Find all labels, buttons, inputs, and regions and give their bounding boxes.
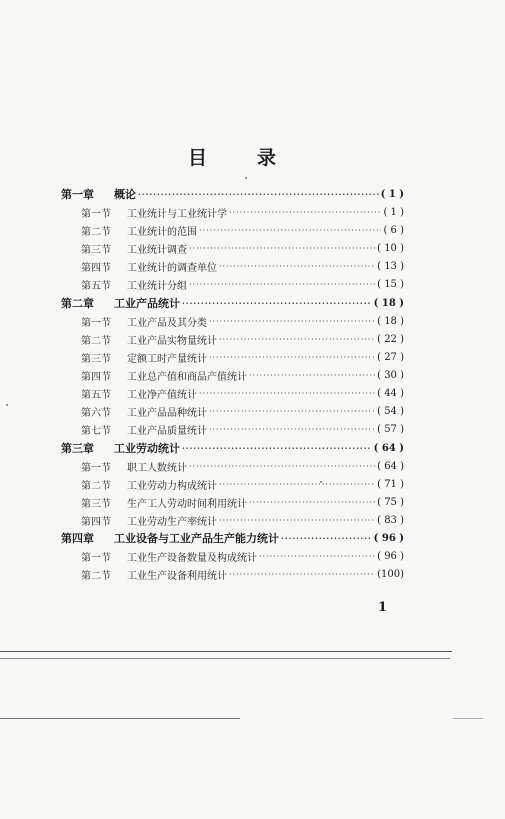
toc-entry-number: 第三节 — [81, 244, 111, 256]
toc-entry-number: 第四节 — [81, 516, 111, 528]
dot-leader — [229, 570, 375, 579]
speck-mark — [320, 481, 322, 483]
dot-leader — [249, 371, 375, 380]
toc-page-reference: ( 57 ) — [377, 423, 404, 435]
toc-entry-number: 第一节 — [81, 552, 111, 564]
toc-entry-number: 第四节 — [81, 262, 111, 274]
toc-page-reference: ( 83 ) — [377, 514, 404, 526]
toc-entry-number: 第二章 — [61, 297, 94, 310]
dot-leader — [138, 189, 379, 199]
toc-page-reference: ( 96 ) — [373, 532, 404, 544]
dot-leader — [209, 407, 375, 416]
dot-leader — [219, 480, 375, 489]
toc-section-row — [81, 366, 404, 384]
toc-entry-title: 工业统计分组 — [127, 280, 187, 292]
bottom-rule-lower — [0, 718, 240, 719]
toc-entry-title: 工业产品及其分类 — [127, 317, 207, 329]
toc-page-reference: ( 13 ) — [377, 260, 404, 272]
title-char-1: 目 — [188, 147, 208, 169]
dot-leader — [281, 533, 372, 543]
toc-section-row — [81, 330, 404, 348]
toc-page-reference: (100) — [377, 568, 404, 580]
toc-entry-number: 第七节 — [81, 425, 111, 437]
toc-section-row — [81, 547, 404, 565]
dot-leader — [199, 226, 381, 235]
toc-entry-title: 工业净产值统计 — [127, 389, 197, 401]
toc-page-reference: ( 30 ) — [377, 369, 404, 381]
bottom-rule-fragment — [453, 718, 483, 719]
toc-entry-number: 第一节 — [81, 317, 111, 329]
toc-entry-number: 第五节 — [81, 389, 111, 401]
toc-entry-number: 第三节 — [81, 353, 111, 365]
toc-page-reference: ( 96 ) — [377, 550, 404, 562]
toc-entry-title: 工业产品质量统计 — [127, 425, 207, 437]
toc-page-reference: ( 10 ) — [377, 242, 404, 254]
dot-leader — [209, 317, 375, 326]
toc-entry-title: 工业产品统计 — [114, 297, 180, 310]
bottom-rule-upper — [0, 651, 452, 652]
toc-section-row — [81, 493, 404, 511]
toc-page-reference: ( 15 ) — [377, 278, 404, 290]
toc-page-reference: ( 18 ) — [377, 315, 404, 327]
toc-entry-title: 工业劳动统计 — [114, 442, 180, 455]
toc-entry-title: 定额工时产量统计 — [127, 353, 207, 365]
toc-entry-number: 第四节 — [81, 371, 111, 383]
toc-section-row — [81, 312, 404, 330]
toc-section-row — [81, 348, 404, 366]
toc-section-row — [81, 257, 404, 275]
toc-section-row — [81, 275, 404, 293]
toc-page-reference: ( 71 ) — [377, 478, 404, 490]
dot-leader — [209, 425, 375, 434]
toc-chapter-row — [61, 185, 404, 203]
toc-page-reference: ( 64 ) — [373, 442, 404, 454]
toc-section-row — [81, 565, 404, 583]
toc-section-row — [81, 384, 404, 402]
toc-entry-number: 第二节 — [81, 335, 111, 347]
toc-entry-number: 第二节 — [81, 570, 111, 582]
toc-entry-number: 第三章 — [61, 442, 94, 455]
toc-entry-number: 第二节 — [81, 226, 111, 238]
toc-chapter-row — [61, 294, 404, 312]
toc-section-row — [81, 457, 404, 475]
toc-section-row — [81, 239, 404, 257]
dot-leader — [182, 298, 372, 308]
dot-leader — [189, 462, 375, 471]
toc-entry-title: 工业生产设备利用统计 — [127, 570, 227, 582]
toc-entry-title: 工业统计的调查单位 — [127, 262, 217, 274]
toc-entry-number: 第二节 — [81, 480, 111, 492]
toc-page-reference: ( 64 ) — [377, 460, 404, 472]
dot-leader — [189, 244, 375, 253]
toc-page-reference: ( 1 ) — [380, 188, 404, 200]
toc-entry-title: 工业生产设备数量及构成统计 — [127, 552, 257, 564]
toc-entry-number: 第六节 — [81, 407, 111, 419]
toc-entry-title: 工业劳动生产率统计 — [127, 516, 217, 528]
dot-leader — [189, 280, 375, 289]
dot-leader — [219, 516, 375, 525]
toc-entry-title: 工业总产值和商品产值统计 — [127, 371, 247, 383]
toc-page-reference: ( 54 ) — [377, 405, 404, 417]
toc-page-reference: ( 22 ) — [377, 333, 404, 345]
toc-chapter-row — [61, 529, 404, 547]
toc-page-reference: ( 18 ) — [373, 297, 404, 309]
toc-section-row — [81, 475, 404, 493]
toc-section-row — [81, 402, 404, 420]
toc-page-reference: ( 44 ) — [377, 387, 404, 399]
toc-section-row — [81, 420, 404, 438]
toc-section-row — [81, 221, 404, 239]
speck-mark — [245, 177, 247, 179]
dot-leader — [199, 389, 375, 398]
toc-entry-title: 生产工人劳动时间利用统计 — [127, 498, 247, 510]
toc-entry-title: 工业统计与工业统计学 — [127, 208, 227, 220]
toc-entry-number: 第一节 — [81, 208, 111, 220]
toc-page-reference: ( 75 ) — [377, 496, 404, 508]
toc-entry-title: 工业统计的范围 — [127, 226, 197, 238]
dot-leader — [182, 443, 372, 453]
toc-section-row — [81, 203, 404, 221]
toc-entry-number: 第五节 — [81, 280, 111, 292]
page-number: 1 — [378, 600, 388, 615]
dot-leader — [259, 552, 375, 561]
speck-mark — [6, 404, 8, 406]
bottom-rule-middle — [0, 658, 450, 659]
toc-page-reference: ( 6 ) — [383, 224, 404, 236]
toc-entry-title: 职工人数统计 — [127, 462, 187, 474]
toc-entry-title: 工业产品品种统计 — [127, 407, 207, 419]
toc-entry-title: 概论 — [114, 188, 136, 201]
dot-leader — [249, 498, 375, 507]
dot-leader — [219, 335, 375, 344]
dot-leader — [229, 208, 381, 217]
title-char-2: 录 — [257, 147, 277, 169]
toc-section-row — [81, 511, 404, 529]
toc-entry-title: 工业统计调查 — [127, 244, 187, 256]
toc-entry-title: 工业产品实物量统计 — [127, 335, 217, 347]
toc-page-reference: ( 27 ) — [377, 351, 404, 363]
toc-entry-number: 第三节 — [81, 498, 111, 510]
toc-entry-title: 工业设备与工业产品生产能力统计 — [114, 532, 279, 545]
toc-entry-number: 第一节 — [81, 462, 111, 474]
toc-entry-number: 第四章 — [61, 532, 94, 545]
toc-entry-number: 第一章 — [61, 188, 94, 201]
toc-entry-title: 工业劳动力构成统计 — [127, 480, 217, 492]
toc-chapter-row — [61, 439, 404, 457]
dot-leader — [209, 353, 375, 362]
dot-leader — [219, 262, 375, 271]
toc-page-reference: ( 1 ) — [383, 206, 404, 218]
